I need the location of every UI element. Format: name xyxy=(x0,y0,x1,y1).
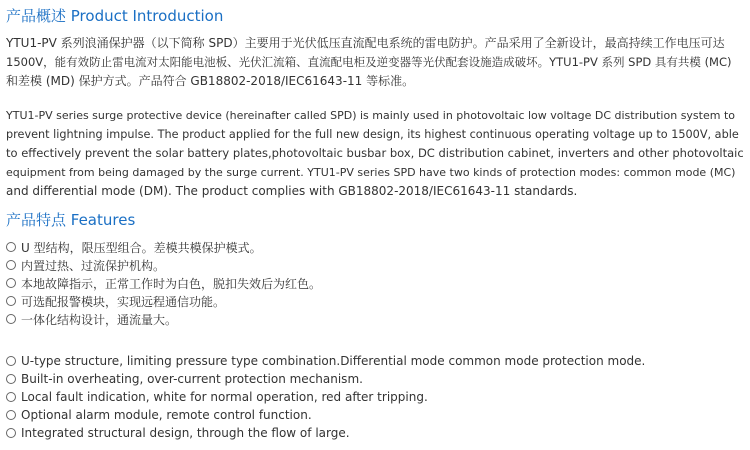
intro-en-line: and differential mode (DM). The product complies with GB18802-2018/IEC61643-11 standards. xyxy=(6,184,578,198)
feature-item xyxy=(6,310,321,328)
features-heading: 产品特点 Features xyxy=(6,211,136,229)
circle-bullet-icon xyxy=(6,356,16,366)
feature-text: Optional alarm module, remote control function. xyxy=(21,408,312,422)
circle-bullet-icon xyxy=(6,374,16,384)
feature-item xyxy=(6,256,321,274)
feature-text: U-type structure, limiting pressure type combination.Differential mode common mode protection mode. xyxy=(21,354,646,368)
features-list-zh xyxy=(6,238,321,328)
feature-item xyxy=(6,238,321,256)
feature-item xyxy=(6,352,645,370)
feature-text: U 型结构，限压型组合。差模共模保护模式。 xyxy=(21,240,262,255)
feature-text: Integrated structural design, through the flow of large. xyxy=(21,426,350,440)
circle-bullet-icon xyxy=(6,242,16,252)
circle-bullet-icon xyxy=(6,428,16,438)
intro-zh-line: 1500V，能有效防止雷电流对太阳能电池板、光伏汇流箱、直流配电柜及逆变器等光伏配套设施造成破坏。YTU1-PV 系列 SPD 具有共模 (MC) xyxy=(6,55,732,69)
feature-item xyxy=(6,388,645,406)
feature-item xyxy=(6,274,321,292)
feature-text: Local fault indication, white for normal operation, red after tripping. xyxy=(21,390,428,404)
feature-item xyxy=(6,406,645,424)
feature-item xyxy=(6,370,645,388)
feature-item xyxy=(6,292,321,310)
intro-zh-line: YTU1-PV 系列浪涌保护器（以下简称 SPD）主要用于光伏低压直流配电系统的雷电防护。产品采用了全新设计，最高持续工作电压可达 xyxy=(6,36,725,50)
intro-zh-line: 和差模 (MD) 保护方式。产品符合 GB18802-2018/IEC61643-11 等标准。 xyxy=(6,74,415,88)
feature-text: 可选配报警模块，实现远程通信功能。 xyxy=(21,294,226,309)
intro-heading: 产品概述 Product Introduction xyxy=(6,7,224,25)
feature-item xyxy=(6,424,645,442)
feature-text: Built-in overheating, over-current protection mechanism. xyxy=(21,372,363,386)
feature-text: 一体化结构设计，通流量大。 xyxy=(21,312,178,327)
feature-text: 本地故障指示，正常工作时为白色，脱扣失效后为红色。 xyxy=(21,276,322,291)
features-list-en xyxy=(6,352,645,442)
intro-en-line: to effectively prevent the solar battery plates,photovoltaic busbar box, DC distribution cabinet, inverters and other photovoltaic xyxy=(6,146,744,160)
circle-bullet-icon xyxy=(6,392,16,402)
circle-bullet-icon xyxy=(6,410,16,420)
intro-en-line: YTU1-PV series surge protective device (hereinafter called SPD) is mainly used in photovoltaic low voltage DC distribution system to xyxy=(6,109,735,122)
circle-bullet-icon xyxy=(6,314,16,324)
intro-paragraph-zh xyxy=(6,34,742,91)
circle-bullet-icon xyxy=(6,278,16,288)
intro-en-line: equipment from being damaged by the surge current. YTU1-PV series SPD have two kinds of protection modes: common mode (MC) xyxy=(6,166,736,179)
circle-bullet-icon xyxy=(6,260,16,270)
feature-text: 内置过热、过流保护机构。 xyxy=(21,258,166,273)
circle-bullet-icon xyxy=(6,296,16,306)
intro-en-line: prevent lightning impulse. The product applied for the full new design, its highest continuous operating voltage up to 1500V, able xyxy=(6,128,739,141)
intro-paragraph-en xyxy=(6,106,742,201)
